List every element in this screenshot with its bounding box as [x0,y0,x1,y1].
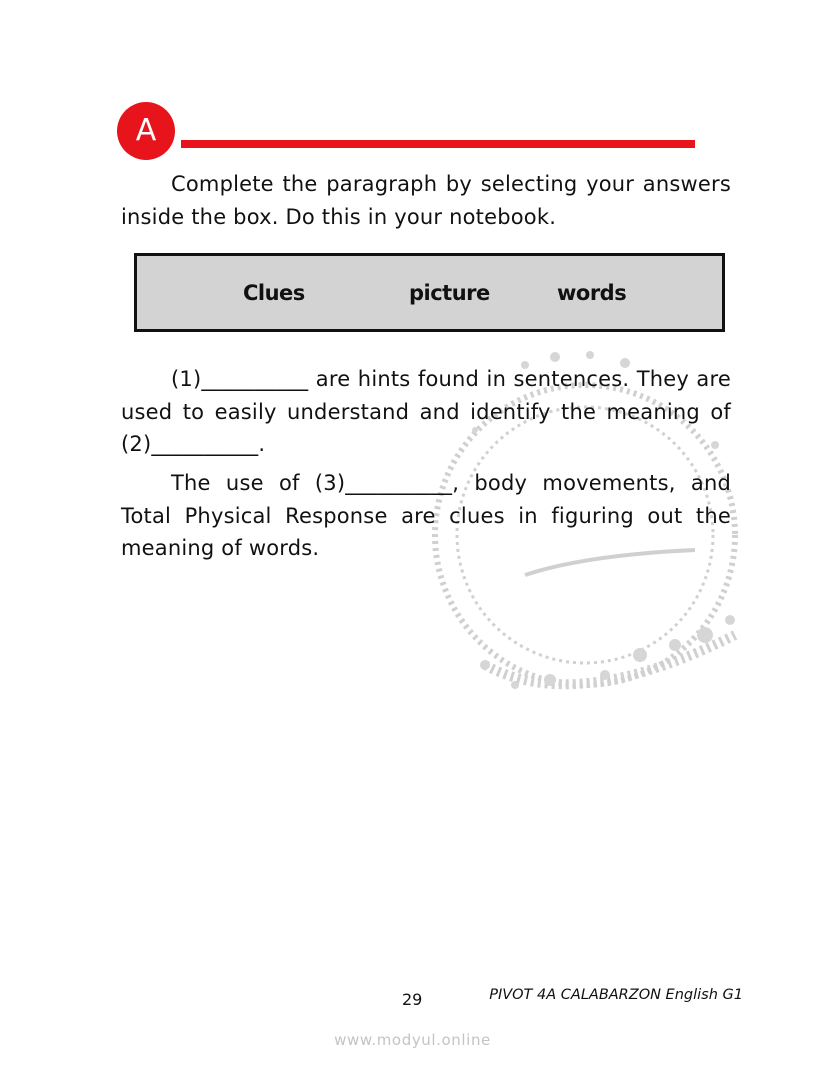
section-badge [117,102,175,160]
site-watermark: www.modyul.online [334,1031,491,1049]
paragraph-one [121,363,731,461]
word-option-clues: Clues [243,281,305,305]
paragraph-two [121,467,731,565]
instruction-text [121,168,731,233]
word-option-picture: picture [409,281,490,305]
paragraph-two-body: The use of (3)__________, body movements, and Total Physical Response are clues in figuring out the meaning of words. [121,471,731,560]
instruction-body: Complete the paragraph by selecting your answers inside the box. Do this in your notebook. [121,172,731,229]
word-box [134,253,725,332]
header-rule [181,140,695,148]
page-number: 29 [402,990,423,1009]
paragraph-one-body: (1)__________ are hints found in sentences. They are used to easily understand and identify the meaning of (2)__________. [121,367,731,456]
word-option-words: words [557,281,627,305]
footer-credit: PIVOT 4A CALABARZON English G1 [489,987,743,1003]
section-letter: A [135,113,157,148]
